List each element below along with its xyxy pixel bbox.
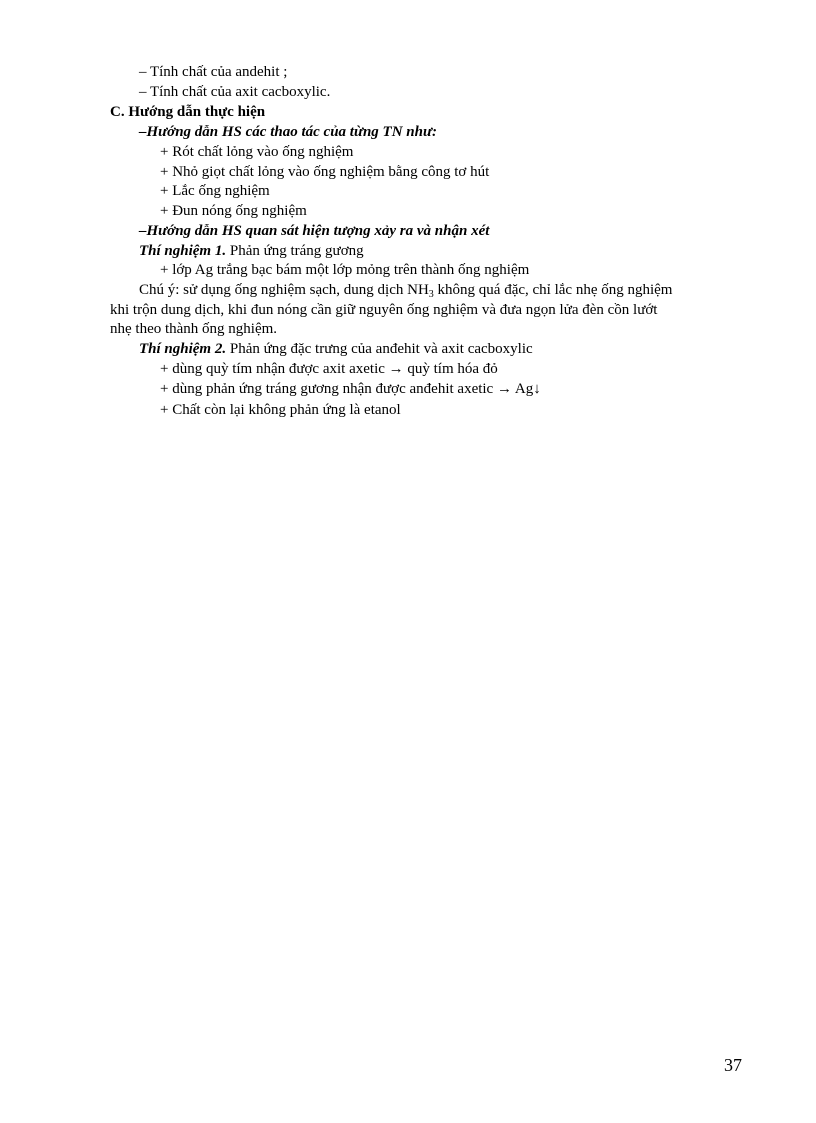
list-item: + Đun nóng ống nghiệm xyxy=(160,203,307,219)
guide-ops-title: –Hướng dẫn HS các thao tác của từng TN như: xyxy=(139,124,437,140)
exp1-label: Thí nghiệm 1. xyxy=(139,243,227,259)
note-subscript: 3 xyxy=(428,289,434,300)
exp2-label: Thí nghiệm 2. xyxy=(139,341,227,357)
list-item: + Chất còn lại không phản ứng là etanol xyxy=(160,402,401,418)
list-item: + lớp Ag trắng bạc bám một lớp mỏng trên thành ống nghiệm xyxy=(160,262,530,278)
note-line xyxy=(139,281,672,300)
page-number: 37 xyxy=(724,1055,742,1075)
list-item: + Nhỏ giọt chất lỏng vào ống nghiệm bằng công tơ hút xyxy=(160,164,490,180)
list-item: + Lắc ống nghiệm xyxy=(160,183,270,199)
exp2-heading xyxy=(139,340,533,359)
note-text: Chú ý: sử dụng ống nghiệm sạch, dung dịch NH xyxy=(139,282,429,298)
intro-item: – Tính chất của andehit ; xyxy=(139,64,288,80)
guide-observe-title: –Hướng dẫn HS quan sát hiện tượng xảy ra và nhận xét xyxy=(139,223,490,239)
intro-item: – Tính chất của axit cacboxylic. xyxy=(139,84,331,100)
note-line: nhẹ theo thành ống nghiệm. xyxy=(110,321,278,337)
section-heading: C. Hướng dẫn thực hiện xyxy=(110,104,266,120)
exp1-text: Phản ứng tráng gương xyxy=(226,243,364,259)
list-item: + Rót chất lỏng vào ống nghiệm xyxy=(160,144,354,160)
note-text: không quá đặc, chỉ lắc nhẹ ống nghiệm xyxy=(433,282,673,298)
exp2-text: Phản ứng đặc trưng của anđehit và axit cacboxylic xyxy=(226,341,533,357)
list-item: + dùng phản ứng tráng gương nhận được anđehit axetic → Ag↓ xyxy=(160,381,541,397)
note-line: khi trộn dung dịch, khi đun nóng cần giữ nguyên ống nghiệm và đưa ngọn lửa đèn cồn lướt xyxy=(110,302,658,318)
exp1-heading xyxy=(139,242,364,261)
list-item: + dùng quỳ tím nhận được axit axetic → quỳ tím hóa đỏ xyxy=(160,361,498,377)
